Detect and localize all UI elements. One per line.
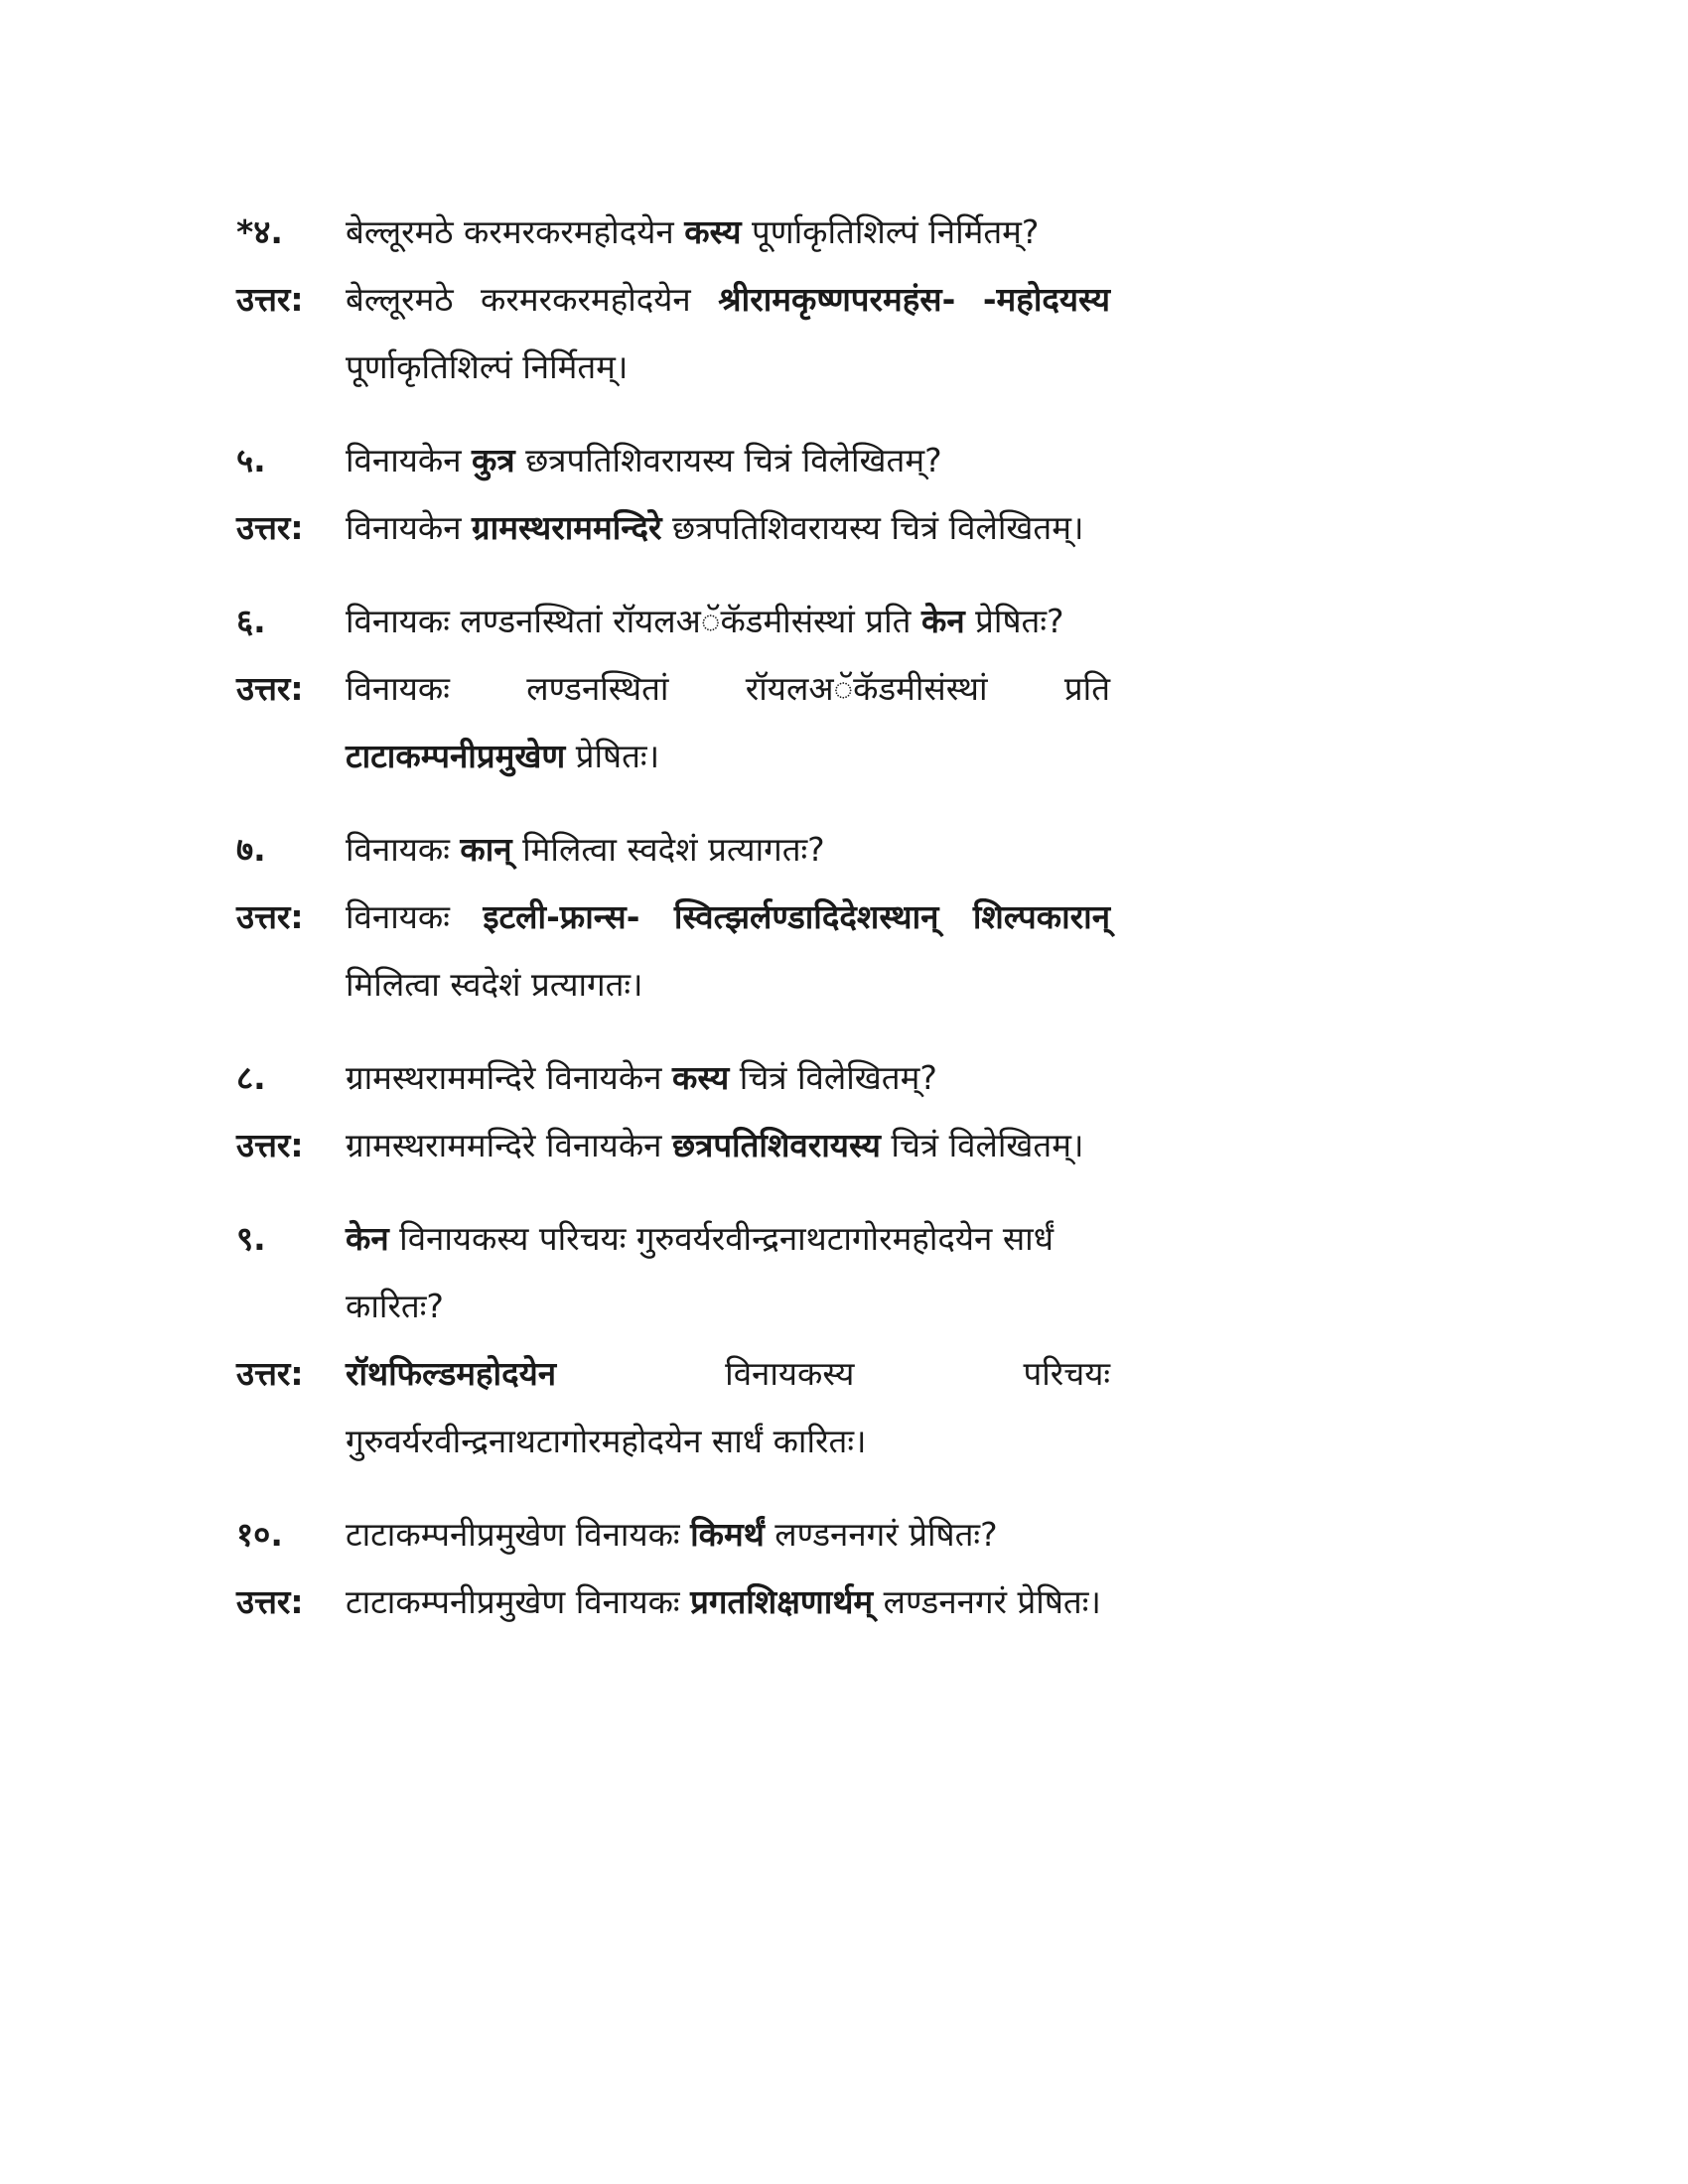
answer-text	[346, 1340, 1110, 1475]
question-number: ५.	[236, 441, 266, 479]
answer-part	[955, 280, 983, 319]
answer-keyword: प्रगतशिक्षणार्थम्	[690, 1582, 874, 1621]
answer-part: लण्डननगरं प्रेषितः।	[873, 1582, 1101, 1621]
question-number: ९.	[236, 1219, 266, 1258]
answer-label: उत्तर:	[236, 1354, 304, 1393]
question-part: टाटाकम्पनीप्रमुखेण विनायकः	[346, 1515, 691, 1554]
qa-item-9	[236, 1205, 1110, 1475]
question-row	[236, 1205, 1110, 1340]
answer-part: चित्रं विलेखितम्।	[880, 1126, 1084, 1164]
answer-row	[236, 1112, 1110, 1179]
answer-label: उत्तर:	[236, 1126, 304, 1164]
question-keyword: कस्य	[671, 1058, 730, 1097]
answer-part: छत्रपतिशिवरायस्य चित्रं विलेखितम्।	[661, 508, 1084, 547]
question-part: छत्रपतिशिवरायस्य चित्रं विलेखितम्?	[514, 441, 942, 479]
answer-keyword: रॉथफिल्डमहोदयेन	[346, 1354, 557, 1393]
answer-keyword: टाटाकम्पनीप्रमुखेण	[346, 737, 566, 775]
question-part: प्रेषितः?	[964, 602, 1064, 640]
question-part: ग्रामस्थराममन्दिरे विनायकेन	[346, 1058, 672, 1097]
answer-part: बेल्लूरमठे करमरकरमहोदयेन	[346, 280, 719, 319]
answer-label: उत्तर:	[236, 669, 304, 708]
question-part: बेल्लूरमठे करमरकरमहोदयेन	[346, 212, 685, 251]
question-part: चित्रं विलेखितम्?	[729, 1058, 937, 1097]
answer-keyword: श्रीरामकृष्णपरमहंस-	[718, 280, 956, 319]
question-keyword: किमर्थं	[690, 1515, 765, 1554]
question-text	[346, 1044, 1110, 1112]
question-text	[346, 427, 1110, 494]
answer-keyword: ग्रामस्थराममन्दिरे	[472, 508, 662, 547]
answer-part: टाटाकम्पनीप्रमुखेण विनायकः	[346, 1582, 691, 1621]
answer-part: पूर्णाकृतिशिल्पं निर्मितम्।	[346, 347, 629, 386]
question-row	[236, 816, 1110, 884]
answer-text	[346, 1569, 1110, 1636]
answer-keyword: छत्रपतिशिवरायस्य	[671, 1126, 881, 1164]
qa-item-8	[236, 1044, 1110, 1179]
qa-item-5	[236, 427, 1110, 562]
qa-item-7	[236, 816, 1110, 1019]
question-number: ६.	[236, 602, 266, 640]
qa-item-4	[236, 199, 1110, 401]
question-row	[236, 1501, 1110, 1569]
answer-keyword: इटली-फ्रान्स- स्वित्झर्लण्डादिदेशस्थान् शिल्पकारान्	[483, 897, 1111, 936]
question-text	[346, 588, 1110, 655]
answer-keyword: -महोदयस्य	[982, 280, 1110, 319]
answer-text	[346, 266, 1110, 401]
answer-part: प्रेषितः।	[565, 737, 660, 775]
question-part: विनायकेन	[346, 441, 473, 479]
answer-part: विनायकेन	[346, 508, 473, 547]
answer-row	[236, 266, 1110, 401]
qa-item-6	[236, 588, 1110, 790]
answer-part: विनायकः लण्डनस्थितां रॉयलअॅकॅडमीसंस्थां प्रति	[346, 669, 1110, 708]
question-keyword: केन	[920, 602, 965, 640]
question-keyword: कान्	[460, 830, 512, 869]
answer-label: उत्तर:	[236, 897, 304, 936]
answer-row	[236, 1340, 1110, 1475]
answer-row	[236, 1569, 1110, 1636]
answer-text	[346, 655, 1110, 790]
answer-part: विनायकः	[346, 897, 484, 936]
question-row	[236, 1044, 1110, 1112]
answer-row	[236, 655, 1110, 790]
qa-item-10	[236, 1501, 1110, 1636]
question-keyword: कस्य	[684, 212, 742, 251]
answer-part: मिलित्वा स्वदेशं प्रत्यागतः।	[346, 965, 643, 1004]
question-keyword: केन	[346, 1219, 389, 1258]
question-keyword: कुत्र	[472, 441, 515, 479]
question-number: १०.	[236, 1515, 283, 1554]
answer-part: ग्रामस्थराममन्दिरे विनायकेन	[346, 1126, 672, 1164]
answer-text	[346, 884, 1110, 1019]
answer-part: विनायकस्य परिचयः गुरुवर्यरवीन्द्रनाथटागोरमहोदयेन सार्धं कारितः।	[346, 1354, 1110, 1460]
answer-text	[346, 494, 1110, 562]
question-text	[346, 1501, 1110, 1569]
question-part: विनायकः	[346, 830, 461, 869]
question-row	[236, 199, 1110, 266]
answer-label: उत्तर:	[236, 280, 304, 319]
question-part: विनायकः लण्डनस्थितां रॉयलअॅकॅडमीसंस्थां प्रति	[346, 602, 921, 640]
question-answer-page	[236, 199, 1110, 1662]
question-number: *४.	[236, 212, 283, 251]
question-number: ८.	[236, 1058, 266, 1097]
question-number: ७.	[236, 830, 266, 869]
question-part: पूर्णाकृतिशिल्पं निर्मितम्?	[741, 212, 1040, 251]
question-part: मिलित्वा स्वदेशं प्रत्यागतः?	[511, 830, 825, 869]
question-text	[346, 816, 1110, 884]
answer-row	[236, 884, 1110, 1019]
answer-row	[236, 494, 1110, 562]
answer-text	[346, 1112, 1110, 1179]
question-text	[346, 1205, 1110, 1340]
question-text	[346, 199, 1110, 266]
question-part: लण्डननगरं प्रेषितः?	[764, 1515, 998, 1554]
answer-label: उत्तर:	[236, 1582, 304, 1621]
question-row	[236, 588, 1110, 655]
answer-label: उत्तर:	[236, 508, 304, 547]
question-row	[236, 427, 1110, 494]
question-part: विनायकस्य परिचयः गुरुवर्यरवीन्द्रनाथटागोरमहोदयेन सार्धं कारितः?	[346, 1219, 1054, 1325]
